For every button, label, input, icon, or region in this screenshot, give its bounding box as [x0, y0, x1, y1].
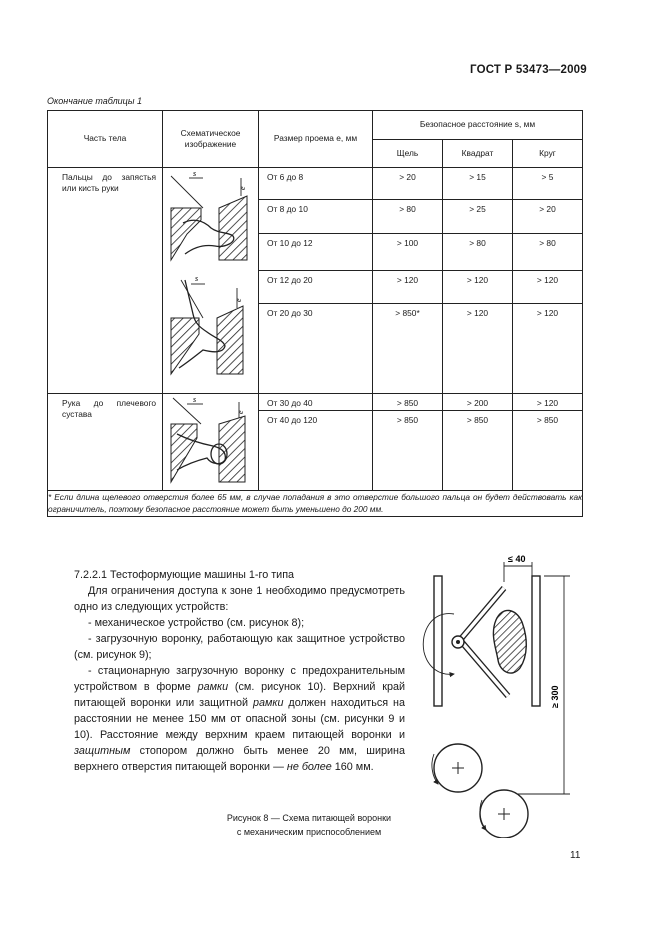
part-cell-arm: Рука до плечевого сустава — [48, 394, 163, 491]
table-row — [48, 168, 583, 200]
slot-cell: > 120 — [373, 271, 443, 303]
opening-cell: От 8 до 10 — [259, 200, 373, 233]
page-number: 11 — [570, 850, 581, 861]
square-cell: > 80 — [443, 233, 513, 270]
standard-number: ГОСТ Р 53473—2009 — [470, 64, 587, 76]
header-square: Квадрат — [443, 140, 513, 168]
slot-cell: > 20 — [373, 168, 443, 200]
circle-cell: > 850 — [513, 411, 583, 491]
circle-cell: > 120 — [513, 271, 583, 303]
svg-text:s: s — [193, 395, 197, 404]
schematic-cell-arm — [163, 394, 259, 491]
square-cell: > 120 — [443, 303, 513, 393]
opening-cell: От 30 до 40 — [259, 394, 373, 411]
section-intro: Для ограничения доступа к зоне 1 необходимо предусмотреть одно из следующих устройств: — [74, 585, 405, 613]
opening-cell: От 40 до 120 — [259, 411, 373, 491]
figure-caption: Рисунок 8 — Схема питающей воронки с механическим приспособлением — [226, 813, 392, 837]
square-cell: > 15 — [443, 168, 513, 200]
square-cell: > 25 — [443, 200, 513, 233]
arm-schematic — [163, 394, 255, 490]
square-cell: > 120 — [443, 271, 513, 303]
circle-cell: > 120 — [513, 303, 583, 393]
svg-text:s: s — [195, 274, 199, 283]
safety-distance-table — [47, 110, 583, 517]
svg-text:e: e — [238, 186, 247, 190]
circle-cell: > 5 — [513, 168, 583, 200]
figure-8-drawing — [404, 548, 584, 838]
header-circle: Круг — [513, 140, 583, 168]
square-cell: > 850 — [443, 411, 513, 491]
list-item: - механическое устройство (см. рисунок 8); — [88, 617, 305, 629]
svg-text:≤ 40: ≤ 40 — [508, 554, 526, 564]
header-part: Часть тела — [48, 111, 163, 168]
svg-text:≥ 300: ≥ 300 — [550, 685, 560, 708]
section-heading: 7.2.2.1 Тестоформующие машины 1-го типа — [74, 569, 295, 581]
opening-cell: От 12 до 20 — [259, 271, 373, 303]
slot-cell: > 850* — [373, 303, 443, 393]
part-cell-fingers: Пальцы до запястья или кисть руки — [48, 168, 163, 394]
table-row — [48, 394, 583, 411]
table-footnote: * Если длина щелевого отверстия более 65 мм, в случае попадания в это отверстие большого пальца он будет действовать как ограничитель, поэтому безопасное расстояние может быть уменьшено до 200 мм. — [48, 492, 582, 515]
opening-cell: От 20 до 30 — [259, 303, 373, 393]
slot-cell: > 850 — [373, 411, 443, 491]
opening-cell: От 10 до 12 — [259, 233, 373, 270]
header-opening: Размер проема e, мм — [259, 111, 373, 168]
svg-text:e: e — [236, 410, 245, 414]
slot-cell: > 80 — [373, 200, 443, 233]
header-safe-distance: Безопасное расстояние s, мм — [373, 111, 583, 140]
opening-cell: От 6 до 8 — [259, 168, 373, 200]
list-item: - загрузочную воронку, работающую как защитное устройство (см. рисунок 9); — [74, 633, 405, 661]
header-slot: Щель — [373, 140, 443, 168]
table-caption: Окончание таблицы 1 — [47, 96, 142, 106]
circle-cell: > 20 — [513, 200, 583, 233]
slot-cell: > 100 — [373, 233, 443, 270]
slot-cell: > 850 — [373, 394, 443, 411]
section-text — [74, 567, 405, 775]
circle-cell: > 80 — [513, 233, 583, 270]
schematic-cell-fingers — [163, 168, 259, 394]
square-cell: > 200 — [443, 394, 513, 411]
footnote-row — [48, 491, 583, 517]
finger-schematic-1 — [163, 168, 255, 393]
svg-text:s: s — [193, 169, 197, 178]
list-item: - стационарную загрузочную воронку с предохранительным устройством в форме рамки (см. рисунок 10). Верхний край питающей воронки или защитной рамки должен находиться на расстоянии не менее 150 мм от опасной зоны (см. рисунки 9 и 10). Расстояние между верхним краем питающей воронки и защитным стопором должно быть менее 20 мм, ширина верхнего отверстия питающей воронки — не более 160 мм. — [74, 665, 405, 773]
header-schematic: Схематическое изображение — [163, 111, 259, 168]
svg-text:e: e — [234, 298, 243, 302]
circle-cell: > 120 — [513, 394, 583, 411]
